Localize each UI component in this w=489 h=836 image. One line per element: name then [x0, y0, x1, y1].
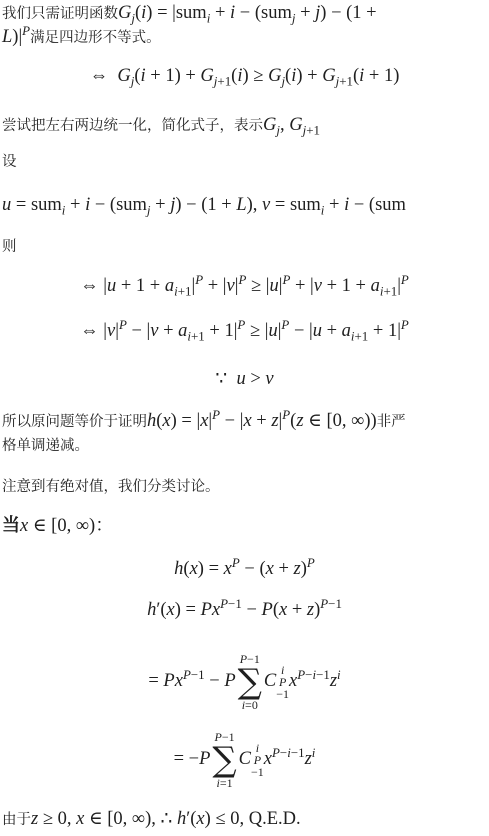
- case-colon: ：: [95, 515, 114, 536]
- equiv-line-2: [2, 435, 89, 457]
- quadrangle-inequality: ⇔ $G_j(i + 1) + G_{j+1}(i) \ge G_j(i) + G_{j+1}(i + 1)$: [89, 66, 400, 89]
- equiv-line-1: 所以原问题等价于证明$h(x) = |x|^P - |x + z|^P(z$ ∈ [0, ∞))非严: [2, 406, 406, 431]
- h-derivative-expansion: = $Px^{P-1} - P$ P−1 ∑ i=0 C i P −1 $x^{P-i-1}z^i$: [148, 651, 341, 712]
- intro-line-2: $L)|^P$满足四边形不等式。: [2, 22, 161, 47]
- final-line: 由于z ≥ 0, x ∈ [0, ∞), ∴ h′(x) ≤ 0, Q.E.D.: [2, 809, 301, 829]
- note-text: 注意到有绝对值，我们分类讨论。: [2, 479, 220, 495]
- note-line: [2, 476, 220, 498]
- equiv-text-3: 格单调递减。: [2, 438, 89, 454]
- try-line: 尝试把左右两边统一化，简化式子，表示$G_j$, $G_{j+1}$: [2, 115, 320, 138]
- let-line: [2, 151, 17, 173]
- uv-definition: u = sum$_i$ + i − (sum$_j$ + j) − (1 + L), v = sum$_i$ + i − (sum: [2, 195, 406, 218]
- then-text: 则: [2, 239, 17, 255]
- equivalence-2: ⇔ $|v|^P - |v + a_{i+1} + 1|^P \ge |u|^P - |u + a_{i+1} + 1|^P$: [80, 316, 409, 344]
- intro-line-1: 我们只需证明函数$G_j(i) = |sum_i + i - (sum_j + j) - (1$ +: [2, 3, 377, 26]
- h-derivative: $h'(x) = Px^{P-1} - P(x + z)^{P-1}$: [147, 595, 342, 620]
- then-line: [2, 236, 17, 258]
- let-text: 设: [2, 154, 17, 170]
- h-definition: $h(x) = x^P - (x + z)^P$: [174, 554, 315, 579]
- equiv-text-1: 所以原问题等价于证明: [2, 414, 147, 430]
- case-heading: 当x ∈ [0, ∞)：: [2, 515, 114, 536]
- qed-text: Q.E.D.: [248, 809, 301, 829]
- equiv-text-2: 非严: [376, 414, 406, 430]
- sum-symbol-2: P−1 ∑ i=1: [212, 729, 237, 790]
- case-text: 当: [2, 515, 20, 536]
- h-derivative-simplified: = −P P−1 ∑ i=1 C i P −1 $x^{P-i-1}z^i$: [173, 729, 316, 790]
- equivalence-1: ⇔ $|u + 1 + a_{i+1}|^P + |v|^P \ge |u|^P + |v + 1 + a_{i+1}|^P$: [80, 271, 409, 299]
- intro-text: 我们只需证明函数: [2, 6, 118, 22]
- sum-symbol: P−1 ∑ i=0: [237, 651, 262, 712]
- intro-text-2: 满足四边形不等式。: [30, 30, 161, 46]
- final-text: 由于: [2, 812, 31, 828]
- try-text: 尝试把左右两边统一化，简化式子，表示: [2, 118, 263, 134]
- because-u-gt-v: ∵ u > v: [215, 369, 274, 389]
